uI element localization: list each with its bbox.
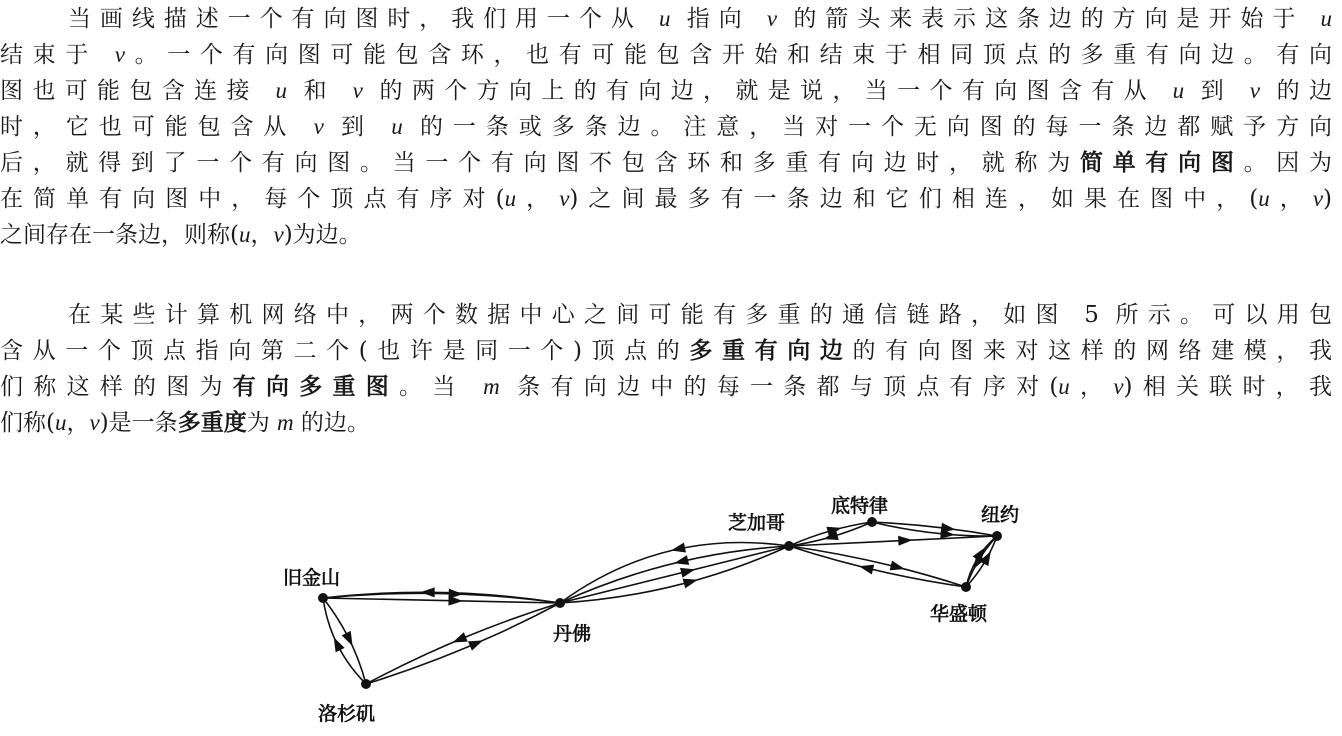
math-variable: v [114,42,126,67]
graph-node-den [555,598,565,608]
math-variable: u [391,114,403,139]
text-run: 的箭头来表示这条边的方向是开始于 [777,6,1321,32]
defined-term: 多重度 [177,410,247,436]
math-variable: v [1312,186,1324,211]
graph-node-chi [784,541,794,551]
edge-la-to-sf [323,598,366,684]
graph-node-la [361,679,371,689]
text-run: 之间存在一条边，则称( [0,222,239,248]
p2-line [0,297,1332,333]
edge-la-to-denver-arrowhead [475,643,477,644]
node-label-chicago: 芝加哥 [728,512,786,534]
math-variable: m [277,410,294,435]
p1-line [0,109,1332,145]
edge-la-to-denver [366,603,560,684]
text-run: ， [1069,374,1114,400]
text-run: ， [516,186,560,212]
math-variable: v [1249,78,1261,103]
p2-line [0,369,1332,405]
math-variable: u [504,186,517,211]
text-run: 图也可能包含连接 [0,78,276,104]
edge-chicago-to-denver-2-arrowhead [681,561,683,562]
text-run: )相关联时，我 [1123,374,1333,400]
math-variable: u [1258,186,1270,211]
math-variable: v [273,222,284,247]
edge-ny-to-washington [966,536,997,587]
text-run: 。一个有向图可能包含环，也有可能包含开始和结束于相同顶点的多重有向边。有向 [125,42,1332,68]
edge-denver-to-chicago-1 [560,546,789,603]
text-run: 们称这样的图为 [0,374,233,400]
edge-chicago-to-ny [789,536,997,546]
defined-term: 多重有向边 [689,338,853,364]
math-variable: v [766,6,778,31]
math-variable: u [275,78,287,103]
text-run: ) [1323,186,1333,212]
defined-term: 简单有向图 [1079,150,1244,176]
text-run: 为 [246,410,277,436]
p1-line [0,217,1332,253]
text-run: )是一条 [99,410,178,436]
text-run: 时，它也可能包含从 [0,114,314,140]
node-label-san-francisco: 旧金山 [283,567,341,589]
p1-line [0,73,1332,109]
edge-chicago-to-washington [789,546,966,587]
edge-denver-to-la-arrowhead [459,639,461,640]
math-variable: v [352,78,363,103]
p2-line [0,405,1332,441]
text-run: ， [1269,186,1313,212]
node-label-washington: 华盛顿 [930,603,988,625]
math-variable: v [89,410,100,435]
text-run: ， [66,410,90,436]
text-run: 们称( [0,410,55,436]
math-variable: u [1058,374,1070,399]
text-run: 当画线描述一个有向图时，我们用一个从 [68,6,660,32]
graph-node-wa [961,582,971,592]
text-run: )为边。 [283,222,362,248]
math-variable: v [1113,374,1124,399]
math-variable: u [1172,78,1185,103]
text-run: 条有向边中的每一条都与顶点有序对( [499,374,1059,400]
edge-denver-to-chicago-1-arrowhead [686,571,688,572]
text-run: )之间最多有一条边和它们相连，如果在图中，( [569,186,1259,212]
node-label-denver: 丹佛 [553,623,592,645]
edge-denver-to-chicago-2-arrowhead [689,582,691,583]
graph-node-ny [992,531,1002,541]
edge-denver-to-la [366,603,560,684]
math-variable: u [1320,6,1333,31]
graph-nodes [318,517,1002,689]
text-run: 后，就得到了一个有向图。当一个有向图不包含环和多重有向边时，就称为 [0,150,1080,176]
p1-line [0,37,1332,73]
graph-node-det [867,517,877,527]
graph-edges [323,522,997,684]
text-run: 。因为 [1243,150,1333,176]
text-run: 。当 [399,374,484,400]
defined-term: 有向多重图 [232,374,400,400]
text-run: 和 [286,78,353,104]
math-variable: v [559,186,570,211]
text-run: 的两个方向上的有向边，就是说，当一个有向图含有从 [362,78,1173,104]
node-label-detroit: 底特律 [831,495,889,517]
text-run: 在某些计算机网络中，两个数据中心之间可能有多重的通信链路，如图 5 所示。可以用包 [68,302,1332,328]
math-variable: m [483,374,500,399]
edge-washington-to-chicago [789,546,966,587]
text-run: 结束于 [0,42,115,68]
math-variable: u [54,410,67,435]
p1-line [0,1,1332,37]
text-run: 指向 [670,6,767,32]
math-variable: u [659,6,671,31]
text-run: 的边。 [293,410,370,436]
text-run: 的有向图来对这样的网络建模，我 [852,338,1333,364]
directed-multigraph-figure [0,470,1342,736]
text-run: 的边 [1260,78,1333,104]
text-run: 到 [323,114,392,140]
edge-detroit-to-ny-1 [872,522,997,536]
node-label-los-angeles: 洛杉矶 [318,703,376,725]
p1-line [0,145,1332,181]
edge-sf-to-la [323,598,366,684]
node-label-new-york: 纽约 [981,504,1020,526]
edge-detroit-to-ny-2 [872,522,997,536]
text-run: 到 [1184,78,1250,104]
text-run: 的一条或多条边。注意，当对一个无向图的每一条边都赋予方向 [402,114,1333,140]
graph-node-sf [318,593,328,603]
edge-washington-to-ny-2 [966,536,997,587]
p2-line [0,333,1332,369]
text-run: 含从一个顶点指向第二个(也许是同一个)顶点的 [0,338,690,364]
edge-washington-to-ny-1 [966,536,997,587]
math-variable: v [313,114,324,139]
text-run: 在简单有向图中，每个顶点有序对( [0,186,505,212]
math-variable: u [238,222,251,247]
text-run: ， [250,222,274,248]
p1-line [0,181,1332,217]
